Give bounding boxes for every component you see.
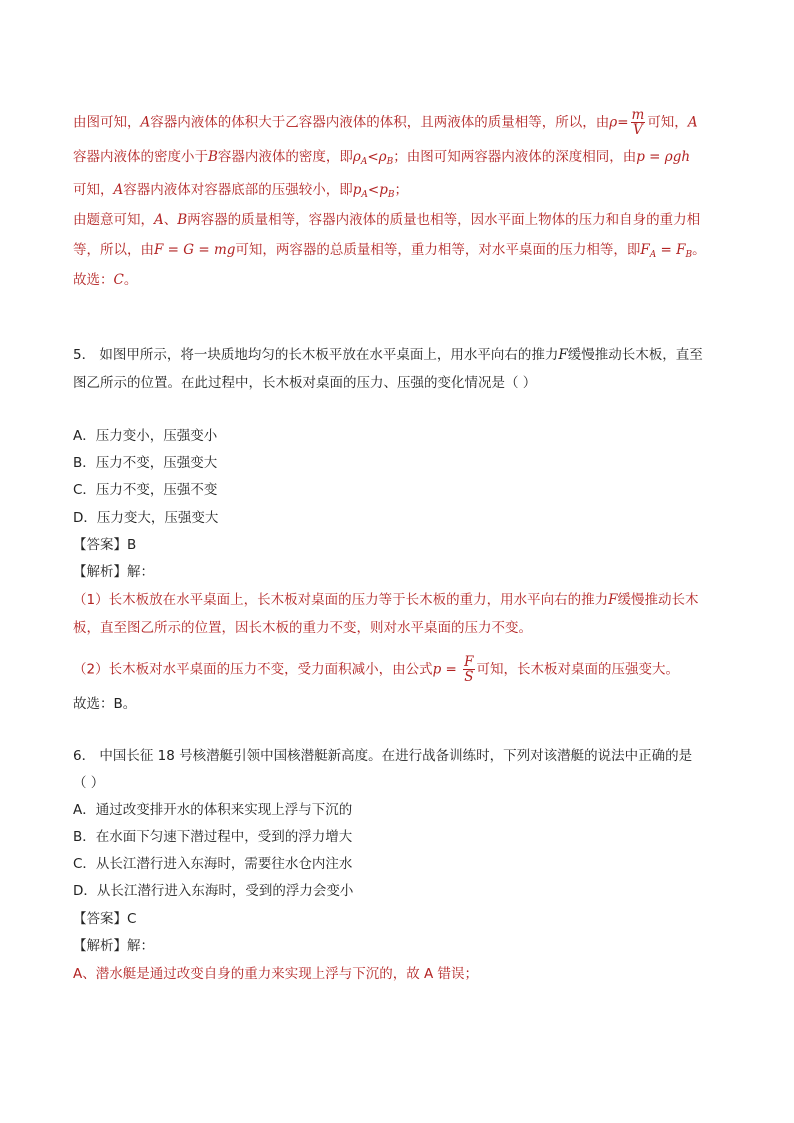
question6-stem-line2: （ ）: [73, 775, 105, 791]
formula: F = G = mg: [154, 242, 236, 258]
less-than: <: [367, 149, 379, 165]
text: 缓慢推动长木板，直至: [567, 347, 703, 363]
subscript: B: [387, 190, 395, 200]
var-C: C: [113, 272, 124, 288]
text: 容器内液体对容器底部的压强较小，即: [123, 182, 353, 198]
subscript: A: [360, 157, 368, 167]
solution4-line2: [73, 147, 690, 172]
text: 等，所以，由: [73, 242, 154, 258]
var-A: A: [113, 182, 124, 198]
var-F: F: [608, 592, 618, 608]
var-p: p: [352, 182, 362, 198]
text: 5． 如图甲所示，将一块质地均匀的长木板平放在水平桌面上，用水平向右的推力: [73, 347, 559, 363]
solution4-line3: [73, 180, 408, 205]
var-p: p: [432, 661, 442, 678]
text: 可知，长木板对桌面的压强变大。: [476, 661, 680, 678]
subscript: B: [685, 250, 693, 260]
question5-option-b: B．压力不变，压强变大: [73, 455, 218, 471]
var-rho: ρ: [378, 149, 387, 165]
text: ；: [394, 182, 408, 198]
question5-analysis-p1-line1: [73, 590, 698, 610]
solution4-line4: [73, 210, 700, 230]
text: 由题意可知，: [73, 212, 154, 228]
analysis-label: 【解析】: [73, 564, 127, 580]
question5-analysis-p2: [73, 655, 679, 684]
text: 可知，: [73, 182, 114, 198]
var-F: F: [676, 242, 686, 258]
text: 两容器的质量相等，容器内液体的质量也相等，因水平面上物体的压力和自身的重力相: [187, 212, 701, 228]
equals: =: [441, 661, 462, 678]
var-A: A: [140, 114, 151, 131]
answer-value: B: [127, 537, 137, 553]
answer-label: 【答案】: [73, 911, 127, 927]
var-B: B: [177, 212, 188, 228]
text: 容器内液体的密度，即: [217, 149, 353, 165]
text: 故选：: [73, 272, 114, 288]
question5-option-d: D．压力变大，压强变大: [73, 510, 219, 526]
solution4-line6: [73, 270, 137, 290]
text: 可知，: [647, 114, 688, 131]
var-F: F: [558, 347, 568, 363]
question5-analysis-heading: [73, 562, 154, 582]
text: （2）长木板对水平桌面的压力不变，受力面积减小，由公式: [73, 661, 433, 678]
solution4-line1: [73, 108, 698, 137]
text: ；由图可知两容器内液体的深度相同，由: [393, 149, 637, 165]
subscript: A: [649, 250, 657, 260]
question6-analysis-p1: A、潜水艇是通过改变自身的重力来实现上浮与下沉的，故 A 错误；: [73, 966, 479, 982]
text: 缓慢推动长木: [617, 592, 699, 608]
question5-stem-line2: 图乙所示的位置。在此过程中，长木板对桌面的压力、压强的变化情况是（ ）: [73, 375, 537, 391]
text: 容器内液体的体积大于乙容器内液体的体积，且两液体的质量相等，所以，由: [150, 114, 610, 131]
var-p: p: [379, 182, 388, 198]
var-A: A: [154, 212, 164, 228]
fraction-F-over-S: $\frac{F}{S}$: [464, 654, 474, 685]
var-B: B: [208, 149, 218, 165]
question5-answer: [73, 535, 136, 555]
formula: p = ρgh: [636, 149, 691, 165]
question5-analysis-p1-line2: 板，直至图乙所示的位置，因长木板的重力不变，则对水平桌面的压力不变。: [73, 620, 532, 636]
text: 。: [123, 272, 138, 288]
question5-option-a: A．压力变小，压强变小: [73, 428, 218, 444]
text: 、: [163, 212, 178, 228]
question6-stem-line1: 6． 中国长征 18 号核潜艇引领中国核潜艇新高度。在进行战备训练时，下列对该潜艇的说法中正确的是: [73, 748, 693, 764]
answer-label: 【答案】: [73, 537, 127, 553]
var-rho: ρ: [352, 149, 361, 165]
text: （1）长木板放在水平桌面上，长木板对桌面的压力等于长木板的重力，用水平向右的推力: [73, 592, 609, 608]
var-A: A: [687, 114, 698, 131]
question6-answer: [73, 909, 136, 929]
equals: =: [617, 114, 629, 131]
fraction-m-over-V: $\frac{m}{V}$: [631, 107, 645, 138]
equals: =: [656, 242, 677, 258]
text: 可知，两容器的总质量相等，重力相等，对水平桌面的压力相等，即: [235, 242, 641, 258]
var-F: F: [640, 242, 650, 258]
text: 解：: [127, 564, 154, 580]
text: 容器内液体的密度小于: [73, 149, 208, 165]
text: 。: [692, 242, 706, 258]
question6-option-b: B．在水面下匀速下潜过程中，受到的浮力增大: [73, 829, 353, 845]
question5-option-c: C．压力不变，压强不变: [73, 482, 218, 498]
question5-stem-line1: [73, 345, 703, 365]
solution4-line5: [73, 240, 706, 265]
analysis-label: 【解析】: [73, 938, 127, 954]
subscript: A: [361, 190, 368, 200]
question6-option-a: A．通过改变排开水的体积来实现上浮与下沉的: [73, 802, 353, 818]
question6-option-d: D．从长江潜行进入东海时，受到的浮力会变小: [73, 883, 354, 899]
question6-analysis-heading: [73, 936, 154, 956]
answer-value: C: [127, 911, 137, 927]
text: 由图可知，: [73, 114, 141, 131]
question6-option-c: C．从长江潜行进入东海时，需要往水仓内注水: [73, 856, 353, 872]
question5-conclusion: 故选：B。: [73, 696, 137, 712]
subscript: B: [386, 157, 394, 167]
less-than: <: [367, 182, 380, 198]
text: 解：: [127, 938, 154, 954]
var-rho: ρ: [609, 114, 618, 131]
